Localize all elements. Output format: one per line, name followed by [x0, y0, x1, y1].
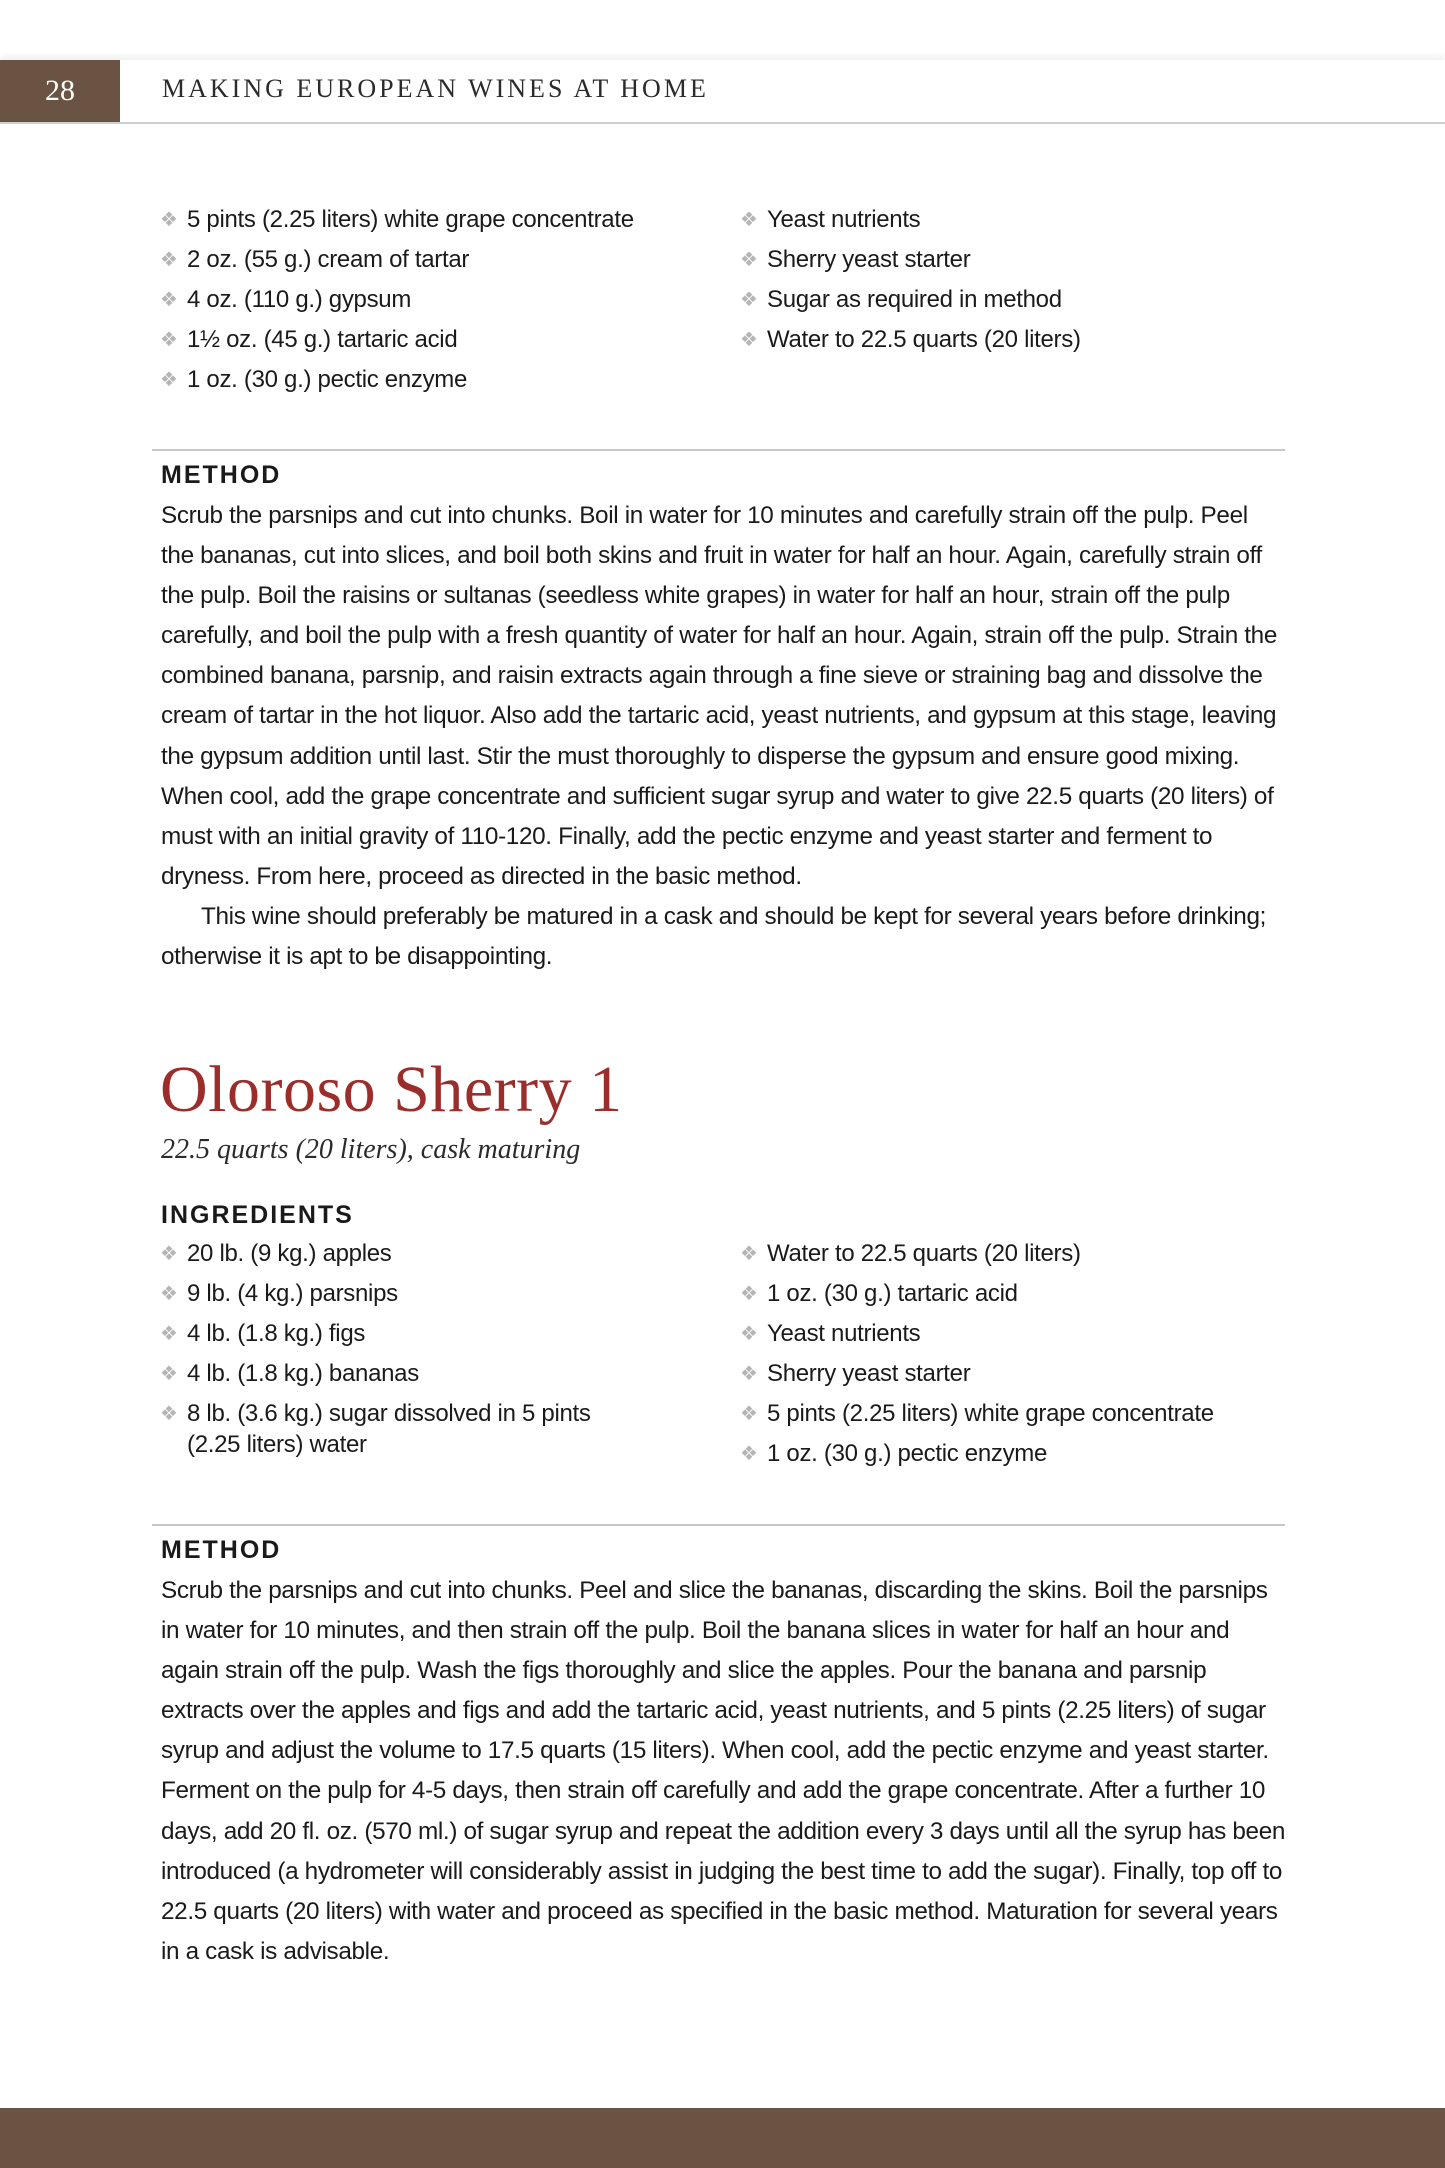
recipe-method-text — [161, 1571, 1286, 1972]
bullet-ornament-icon: ❖ — [160, 247, 178, 271]
previous-ingredients — [160, 204, 1285, 404]
page-number: 28 — [0, 60, 120, 122]
list-item: ❖ Sherry yeast starter — [740, 246, 971, 273]
section-divider — [152, 449, 1285, 451]
bullet-ornament-icon: ❖ — [740, 287, 758, 311]
running-head-title: MAKING EUROPEAN WINES AT HOME — [162, 74, 709, 103]
bullet-ornament-icon: ❖ — [740, 1441, 758, 1465]
list-item: ❖ Yeast nutrients — [740, 1320, 921, 1347]
bullet-ornament-icon: ❖ — [160, 327, 178, 351]
section-divider — [152, 1524, 1285, 1526]
list-item: ❖ Water to 22.5 quarts (20 liters) — [740, 1240, 1081, 1267]
method-paragraph: This wine should preferably be matured in a cask and should be kept for several years before drinking; otherwise it is apt to be disappointing. — [161, 902, 1267, 971]
list-item: ❖ Water to 22.5 quarts (20 liters) — [740, 326, 1081, 353]
bullet-ornament-icon: ❖ — [740, 1321, 758, 1345]
list-item: ❖ 4 lb. (1.8 kg.) figs — [160, 1320, 366, 1347]
list-item: ❖ 8 lb. (3.6 kg.) sugar dissolved in 5 pints (2.25 liters) water — [160, 1400, 591, 1458]
bullet-ornament-icon: ❖ — [160, 1321, 178, 1345]
bullet-ornament-icon: ❖ — [740, 1281, 758, 1305]
recipe-title: Oloroso Sherry 1 — [160, 1053, 623, 1126]
ingredients-heading: INGREDIENTS — [161, 1201, 354, 1229]
list-item: ❖ 4 oz. (110 g.) gypsum — [160, 286, 412, 313]
list-item: ❖ 1 oz. (30 g.) pectic enzyme — [740, 1440, 1048, 1467]
previous-ingredients-right — [740, 204, 1285, 404]
bullet-ornament-icon: ❖ — [160, 1241, 178, 1265]
bullet-ornament-icon: ❖ — [740, 1241, 758, 1265]
previous-method-text — [161, 496, 1286, 977]
method-heading: METHOD — [161, 1536, 282, 1564]
bullet-ornament-icon: ❖ — [740, 327, 758, 351]
recipe-ingredients-right — [740, 1238, 1285, 1478]
list-item: ❖ 5 pints (2.25 liters) white grape concentrate — [740, 1400, 1214, 1427]
recipe-ingredients-left — [160, 1238, 740, 1478]
list-item: ❖ 4 lb. (1.8 kg.) bananas — [160, 1360, 419, 1387]
bullet-ornament-icon: ❖ — [740, 1361, 758, 1385]
list-item: ❖ 2 oz. (55 g.) cream of tartar — [160, 246, 470, 273]
recipe-subtitle: 22.5 quarts (20 liters), cask maturing — [161, 1134, 581, 1165]
list-item: ❖ 1 oz. (30 g.) tartaric acid — [740, 1280, 1018, 1307]
list-item: ❖ 9 lb. (4 kg.) parsnips — [160, 1280, 398, 1307]
bullet-ornament-icon: ❖ — [160, 1281, 178, 1305]
list-item: ❖ Sugar as required in method — [740, 286, 1062, 313]
recipe-ingredients — [160, 1238, 1285, 1478]
bullet-ornament-icon: ❖ — [160, 207, 178, 231]
footer-bar — [0, 2108, 1445, 2168]
list-item: ❖ Yeast nutrients — [740, 206, 921, 233]
bullet-ornament-icon: ❖ — [740, 207, 758, 231]
list-item: ❖ 1½ oz. (45 g.) tartaric acid — [160, 326, 458, 353]
bullet-ornament-icon: ❖ — [740, 247, 758, 271]
method-paragraph: Scrub the parsnips and cut into chunks. Boil in water for 10 minutes and carefully strain off the pulp. Peel the bananas, cut into slices, and boil both skins and fruit in water for half an hour. Again, carefully strain off the pulp. Boil the raisins or sultanas (seedless white grapes) in water for half an hour, strain off the pulp carefully, and boil the pulp with a fresh quantity of water for half an hour. Again, strain off the pulp. Strain the combined banana, parsnip, and raisin extracts again through a fine sieve or straining bag and dissolve the cream of tartar in the hot liquor. Also add the tartaric acid, yeast nutrients, and gypsum at this stage, leaving the gypsum addition until last. Stir the must thoroughly to disperse the gypsum and ensure good mixing. When cool, add the grape concentrate and sufficient sugar syrup and water to give 22.5 quarts (20 liters) of must with an initial gravity of 110-120. Finally, add the pectic enzyme and yeast starter and ferment to dryness. From here, proceed as directed in the basic method. — [161, 502, 1278, 890]
bullet-ornament-icon: ❖ — [160, 367, 178, 391]
method-paragraph: Scrub the parsnips and cut into chunks. Peel and slice the bananas, discarding the skins. Boil the parsnips in water for 10 minutes, and then strain off the pulp. Boil the banana slices in water for half an hour and again strain off the pulp. Wash the figs thoroughly and slice the apples. Pour the banana and parsnip extracts over the apples and figs and add the tartaric acid, yeast nutrients, and 5 pints (2.25 liters) of sugar syrup and adjust the volume to 17.5 quarts (15 liters). When cool, add the pectic enzyme and yeast starter. Ferment on the pulp for 4-5 days, then strain off carefully and add the grape concentrate. After a further 10 days, add 20 fl. oz. (570 ml.) of sugar syrup and repeat the addition every 3 days until all the syrup has been introduced (a hydrometer will considerably assist in judging the best time to add the sugar). Finally, top off to 22.5 quarts (20 liters) with water and proceed as specified in the basic method. Maturation for several years in a cask is advisable. — [161, 1577, 1286, 1965]
running-header — [0, 60, 1445, 124]
list-item: ❖ 1 oz. (30 g.) pectic enzyme — [160, 366, 468, 393]
list-item: ❖ Sherry yeast starter — [740, 1360, 971, 1387]
list-item: ❖ 5 pints (2.25 liters) white grape concentrate — [160, 206, 634, 233]
bullet-ornament-icon: ❖ — [160, 287, 178, 311]
list-item: ❖ 20 lb. (9 kg.) apples — [160, 1240, 392, 1267]
bullet-ornament-icon: ❖ — [160, 1361, 178, 1385]
previous-ingredients-left — [160, 204, 740, 404]
bullet-ornament-icon: ❖ — [740, 1401, 758, 1425]
method-heading: METHOD — [161, 461, 282, 489]
bullet-ornament-icon: ❖ — [160, 1401, 178, 1425]
